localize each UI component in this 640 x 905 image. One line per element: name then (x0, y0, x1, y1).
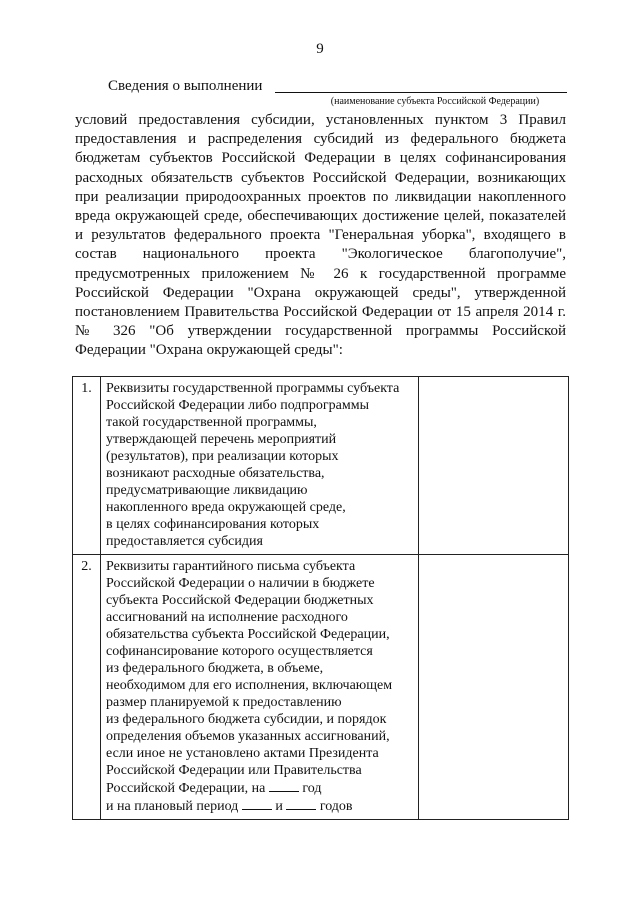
description-line: субъекта Российской Федерации бюджетных (106, 593, 374, 608)
description-line: утверждающей перечень мероприятий (106, 432, 337, 447)
description-line: Российской Федерации либо подпрограммы (106, 398, 369, 413)
period-start-blank (242, 797, 272, 810)
row-number: 2. (73, 555, 101, 820)
planning-period-suffix: годов (319, 799, 353, 814)
description-line: Реквизиты гарантийного письма субъекта (106, 559, 356, 574)
table-row (73, 555, 569, 820)
description-line: обязательства субъекта Российской Федерации, (106, 627, 390, 642)
planning-period-line (106, 797, 414, 815)
description-line: Реквизиты государственной программы субъекта (106, 381, 400, 396)
description-line: если иное не установлено актами Президента (106, 746, 379, 761)
description-line: необходимом для его исполнения, включающем (106, 678, 393, 693)
heading-caption: (наименование субъекта Российской Федерации) (330, 96, 540, 107)
description-line: накопленного вреда окружающей среде, (106, 500, 346, 515)
description-line: Российской Федерации или Правительства (106, 763, 362, 778)
year-line-prefix: Российской Федерации, на (106, 781, 266, 796)
description-line: такой государственной программы, (106, 415, 317, 430)
year-line (106, 779, 414, 797)
row-value-cell (419, 377, 569, 555)
heading-label: Сведения о выполнении (108, 78, 263, 94)
subject-name-blank-line (275, 92, 567, 93)
requisites-table (72, 376, 569, 820)
description-line: Российской Федерации о наличии в бюджете (106, 576, 375, 591)
table-row (73, 377, 569, 555)
description-line: возникают расходные обязательства, (106, 466, 325, 481)
row-value-cell (419, 555, 569, 820)
year-line-suffix: год (302, 781, 322, 796)
description-line: определения объемов указанных ассигнований, (106, 729, 390, 744)
description-line: (результатов), при реализации которых (106, 449, 339, 464)
row-number: 1. (73, 377, 101, 555)
description-line: в целях софинансирования которых (106, 517, 320, 532)
description-line: из федерального бюджета, в объеме, (106, 661, 324, 676)
year-blank (269, 779, 299, 792)
intro-paragraph: условий предоставления субсидии, установленных пунктом 3 Правил предоставления и распределения субсидий из федерального бюджета бюджетам субъектов Российской Федерации в целях софинансирования расходных обязательств субъектов Российской Федерации, возникающих при реализации природоохранных проектов по ликвидации накопленного вреда окружающей среде, обеспечивающих достижение целей, показателей и результатов федерального проекта "Генеральная уборка", входящего в состав национального проекта "Экологическое благополучие", предусмотренных приложением № 26 к государственной программе Российской Федерации "Охрана окружающей среды", утвержденной постановлением Правительства Российской Федерации от 15 апреля 2014 г. № 326 "Об утверждении государственной программы Российской Федерации "Охрана окружающей среды": (75, 112, 566, 359)
description-line: из федерального бюджета субсидии, и порядок (106, 712, 387, 727)
description-line: размер планируемой к предоставлению (106, 695, 342, 710)
description-line: ассигнований на исполнение расходного (106, 610, 348, 625)
heading (108, 77, 568, 95)
description-line: предоставляется субсидия (106, 534, 263, 549)
page-number: 9 (316, 41, 324, 57)
period-end-blank (286, 797, 316, 810)
row-description (101, 377, 419, 555)
description-line: софинансирование которого осуществляется (106, 644, 373, 659)
planning-period-prefix: и на плановый период (106, 799, 239, 814)
description-line: предусматривающие ликвидацию (106, 483, 308, 498)
row-description (101, 555, 419, 820)
planning-period-middle: и (275, 799, 283, 814)
